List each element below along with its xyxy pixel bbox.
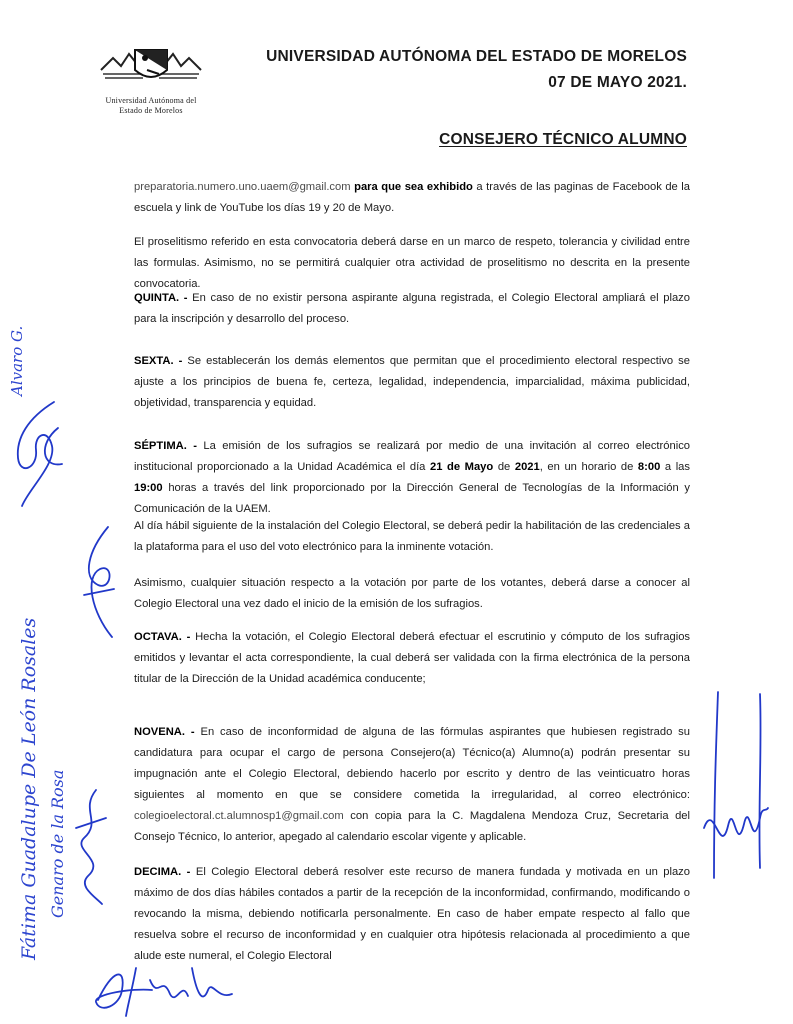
paragraph-proselitismo xyxy=(134,232,690,295)
septima-text-5: horas a través del link proporcionado por la Dirección General de Tecnologías de la Información y Comunicación de la UAEM. xyxy=(134,482,690,515)
signature-scribble-bottom xyxy=(92,960,242,1020)
paragraph-exhibition xyxy=(134,177,690,219)
asimismo-text: Asimismo, cualquier situación respecto a la votación por parte de los votantes, deberá darse a conocer al Colegio Electoral una vez dado el inicio de la emisión de los sufragios. xyxy=(134,577,690,610)
crest-icon xyxy=(99,44,203,86)
decima-text: El Colegio Electoral deberá resolver este recurso de manera fundada y motivada en un plazo máximo de dos días hábiles contados a partir de la recepción de la inconformidad, confirmando, modificando o revocando la misma, debiendo notificarla personalmente. En caso de haber empate respecto al fallo que resuelva sobre el recurso de inconformidad y en cualquier otra hipótesis relacionada al procedimiento a que alude este numeral, el Colegio Electoral xyxy=(134,866,690,962)
university-logo xyxy=(92,44,210,116)
septima-date-day: 21 de Mayo xyxy=(429,461,494,473)
decima-label: DECIMA. - xyxy=(134,866,191,878)
logo-caption-line-1: Universidad Autónoma del xyxy=(105,96,197,105)
university-title: UNIVERSIDAD AUTÓNOMA DEL ESTADO DE MORELOS xyxy=(266,48,687,65)
septima-date-year: 2021 xyxy=(514,461,540,473)
proselitismo-text: El proselitismo referido en esta convocatoria deberá darse en un marco de respeto, tolerancia y civilidad entre las formulas. Asimismo, no se permitirá cualquier otra actividad de proselitismo no descrita en la presente convocatoria. xyxy=(134,236,690,290)
novena-text-1: En caso de inconformidad de alguna de las fórmulas aspirantes que hubiesen registrado su candidatura para ocupar el cargo de persona Consejero(a) Técnico(a) Alumno(a) podrán presentar su impugnación ante el Colegio Electoral, debiendo hacerlo por escrito y dentro de las veinticuatro horas siguientes al momento en que se considere cometida la irregularidad, al correo electrónico: xyxy=(134,726,690,801)
octava-label: OCTAVA. - xyxy=(134,631,191,643)
novena-text-2: con copia para la C. Magdalena Mendoza Cruz, Secretaria del Consejo Técnico, lo anterior, apegado al calendario escolar vigente y aplicable. xyxy=(134,810,691,843)
habilitacion-text: Al día hábil siguiente de la instalación del Colegio Electoral, se deberá pedir la habilitación de las credenciales a la plataforma para el uso del voto electrónico para la inminente votación. xyxy=(134,520,690,553)
septima-end-time: 19:00 xyxy=(134,482,163,494)
septima-text-2: de xyxy=(497,461,511,473)
handwritten-name-genaro: Genaro de la Rosa xyxy=(48,769,67,918)
signature-scribble-left-1 xyxy=(8,398,68,510)
sexta-text: Se establecerán los demás elementos que permitan que el procedimiento electoral respectivo se ajuste a los principios de buena fe, certeza, legalidad, independencia, imparcialidad, máxima publicidad, objetividad, transparencia y equidad. xyxy=(134,355,691,409)
quinta-label: QUINTA. - xyxy=(134,292,188,304)
clause-septima xyxy=(134,436,690,520)
novena-label: NOVENA. - xyxy=(134,726,195,738)
septima-label: SÉPTIMA. - xyxy=(134,440,197,452)
exhibition-bold: para que sea exhibido xyxy=(354,181,473,193)
septima-text-4: a las xyxy=(664,461,690,473)
handwritten-name-fatima: Fátima Guadalupe De León Rosales xyxy=(18,617,40,960)
octava-text: Hecha la votación, el Colegio Electoral deberá efectuar el escrutinio y cómputo de los sufragios emitidos y levantar el acta correspondiente, la cual deberá ser validada con la firma electrónica de la persona titular de la Dirección de la Unidad académica conducente; xyxy=(134,631,691,685)
signature-scribble-right xyxy=(700,688,772,888)
clause-decima xyxy=(134,862,690,967)
signature-scribble-left-2 xyxy=(78,525,118,645)
paragraph-asimismo xyxy=(134,573,690,615)
paragraph-habilitacion xyxy=(134,516,690,558)
clause-novena xyxy=(134,722,690,848)
sexta-label: SEXTA. - xyxy=(134,355,183,367)
clause-sexta xyxy=(134,351,690,414)
septima-text-3: , en un horario de xyxy=(539,461,634,473)
exhibition-text: a través de las paginas de Facebook de la escuela y link de YouTube los días 19 y 20 de Mayo. xyxy=(134,181,691,214)
logo-caption-line-2: Estado de Morelos xyxy=(119,106,183,115)
septima-start-time: 8:00 xyxy=(637,461,661,473)
clause-quinta xyxy=(134,288,690,330)
handwritten-signature-top: Alvaro G. xyxy=(8,325,26,396)
colegio-email: colegioelectoral.ct.alumnosp1@gmail.com xyxy=(134,810,344,822)
prep-email: preparatoria.numero.uno.uaem@gmail.com xyxy=(134,181,351,193)
council-title: CONSEJERO TÉCNICO ALUMNO xyxy=(439,131,687,148)
signature-scribble-left-3 xyxy=(72,788,112,908)
septima-text-1: La emisión de los sufragios se realizará por medio de una invitación al correo electrónico institucional proporcionado a la Unidad Académica el día xyxy=(134,440,691,473)
document-date: 07 DE MAYO 2021. xyxy=(548,74,687,91)
quinta-text: En caso de no existir persona aspirante alguna registrada, el Colegio Electoral ampliará el plazo para la inscripción y desarrollo del proceso. xyxy=(134,292,690,325)
clause-octava xyxy=(134,627,690,690)
